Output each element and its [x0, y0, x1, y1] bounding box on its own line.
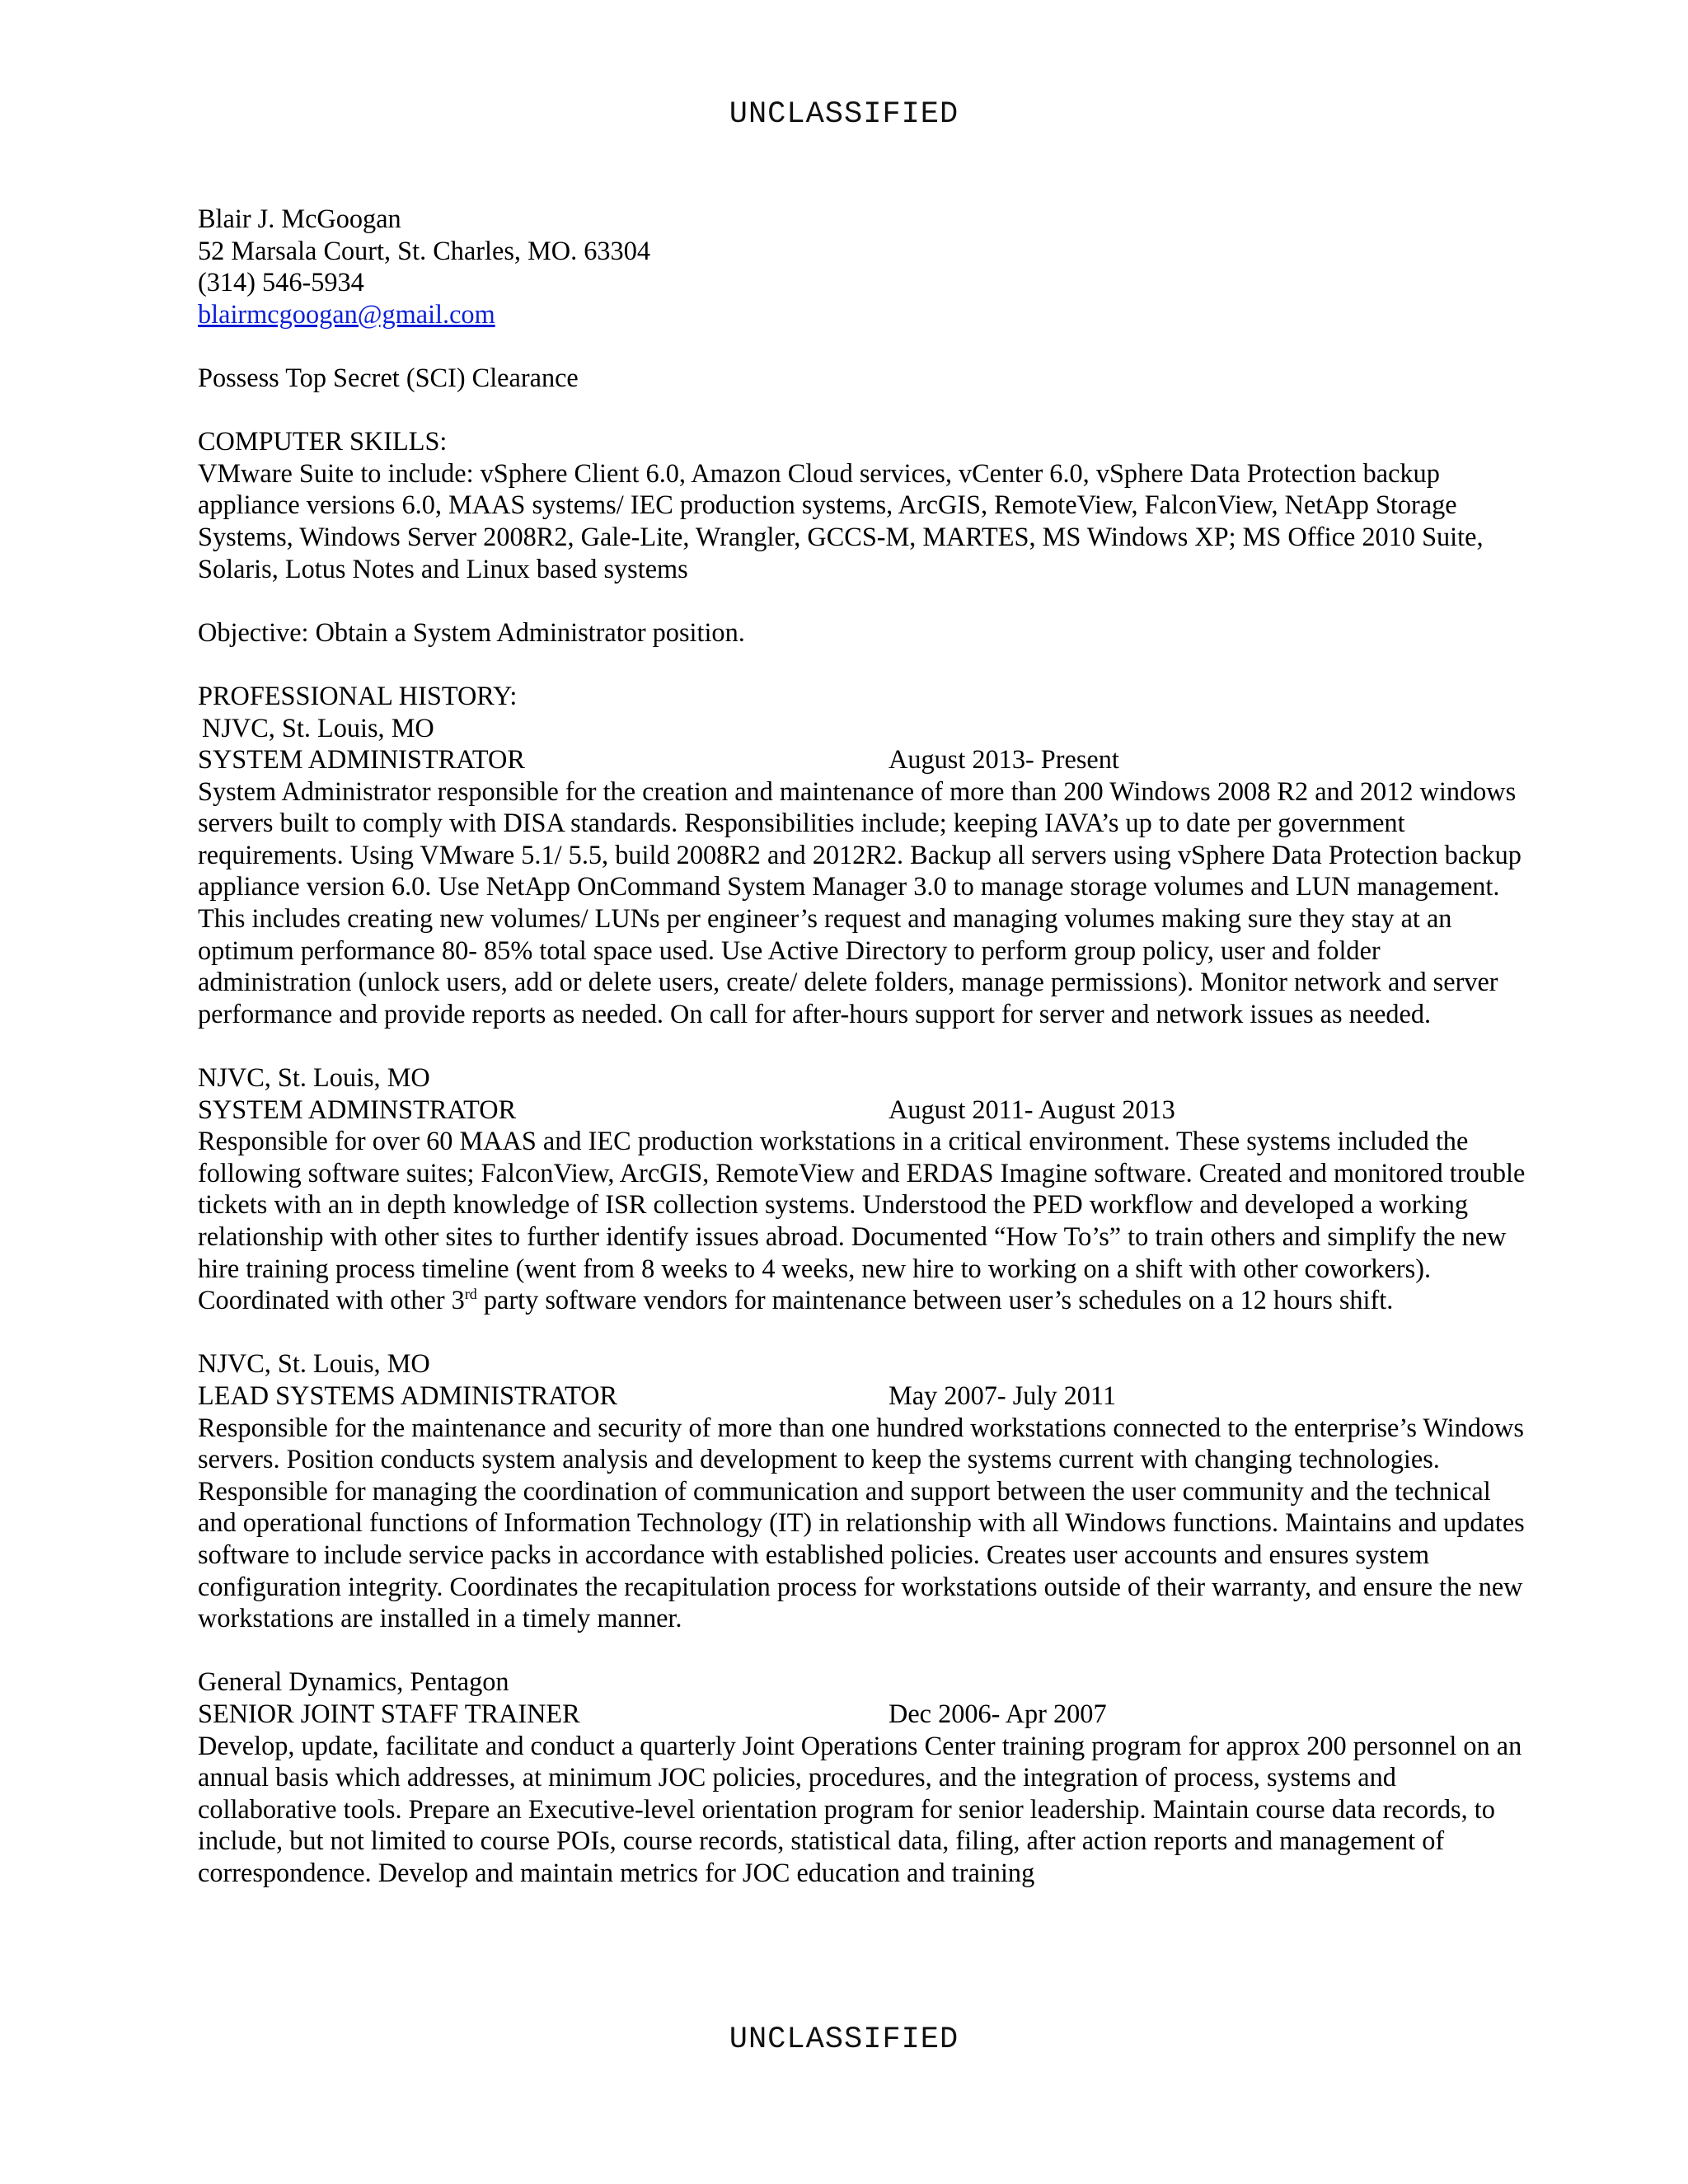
job-description: Responsible for the maintenance and security of more than one hundred workstations connected to the enterprise’s Windows servers. Position conducts system analysis and development to keep the systems current with changing technologies. Responsible for managing the coordination of communication and support between the user community and the technical and operational functions of Information Technology (IT) in relationship with all Windows functions. Maintains and updates software to include service packs in accordance with established policies. Creates user accounts and ensures system configuration integrity. Coordinates the recapitulation process for workstations outside of their warranty, and ensure the new workstations are installed in a timely manner.	[198, 1412, 1525, 1633]
contact-phone: (314) 546-5934	[198, 267, 364, 298]
contact-address: 52 Marsala Court, St. Charles, MO. 63304	[198, 235, 650, 265]
clearance-statement: Possess Top Secret (SCI) Clearance	[198, 362, 579, 392]
contact-block	[198, 203, 1533, 330]
job-entry	[198, 1062, 1533, 1316]
job-entry	[198, 712, 1533, 1030]
job-description-part: Responsible for over 60 MAAS and IEC production workstations in a critical environment. These systems included the following software suites; FalconView, ArcGIS, RemoteView and ERDAS Imagine software. Created and monitored trouble tickets with an in depth knowledge of ISR collection systems. Understood the PED workflow and developed a working relationship with other sites to further identify issues abroad. Documented “How To’s” to train others and simplify the new hire training process timeline (went from 8 weeks to 4 weeks, new hire to working on a shift with other coworkers). Coordinated with other 3	[198, 1126, 1526, 1315]
job-description-part: party software vendors for maintenance between user’s schedules on a 12 hours shift.	[476, 1285, 1394, 1315]
contact-name: Blair J. McGoogan	[198, 204, 401, 233]
job-dates: August 2013- Present	[889, 744, 1119, 775]
job-employer: NJVC, St. Louis, MO	[198, 1348, 430, 1379]
job-title: SYSTEM ADMINSTRATOR	[198, 1094, 517, 1124]
ordinal-suffix: rd	[464, 1286, 477, 1303]
job-entry	[198, 1347, 1533, 1633]
job-title: LEAD SYSTEMS ADMINISTRATOR	[198, 1380, 618, 1410]
job-description: Develop, update, facilitate and conduct a quarterly Joint Operations Center training program for approx 200 personnel on an annual basis which addresses, at minimum JOC policies, procedures, and the integration of process, systems and collaborative tools. Prepare an Executive-level orientation program for senior leadership. Maintain course data records, to include, but not limited to course POIs, course records, statistical data, filing, after action reports and management of correspondence. Develop and maintain metrics for JOC education and training	[198, 1730, 1522, 1887]
job-dates: Dec 2006- Apr 2007	[889, 1698, 1107, 1728]
history-heading: PROFESSIONAL HISTORY:	[198, 680, 518, 710]
job-title: SENIOR JOINT STAFF TRAINER	[198, 1698, 580, 1728]
job-employer: NJVC, St. Louis, MO	[202, 712, 434, 743]
footer-classification: UNCLASSIFIED	[729, 2022, 959, 2057]
skills-text: VMware Suite to include: vSphere Client 6.0, Amazon Cloud services, vCenter 6.0, vSphere Data Protection backup appliance versions 6.0, MAAS systems/ IEC production systems, ArcGIS, RemoteView, FalconView, NetApp Storage Systems, Windows Server 2008R2, Gale-Lite, Wrangler, GCCS-M, MARTES, MS Windows XP; MS Office 2010 Suite, Solaris, Lotus Notes and Linux based systems	[198, 457, 1484, 583]
job-description: System Administrator responsible for the creation and maintenance of more than 200 Windows 2008 R2 and 2012 windows servers built to comply with DISA standards. Responsibilities include; keeping IAVA’s up to date per government requirements. Using VMware 5.1/ 5.5, build 2008R2 and 2012R2. Backup all servers using vSphere Data Protection backup appliance version 6.0. Use NetApp OnCommand System Manager 3.0 to manage storage volumes and LUN management. This includes creating new volumes/ LUNs per engineer’s request and managing volumes making sure they stay at an optimum performance 80- 85% total space used. Use Active Directory to perform group policy, user and folder administration (unlock users, add or delete users, create/ delete folders, manage permissions). Monitor network and server performance and provide reports as needed. On call for after-hours support for server and network issues as needed.	[198, 776, 1522, 1029]
job-employer: General Dynamics, Pentagon	[198, 1666, 509, 1697]
job-dates: May 2007- July 2011	[889, 1380, 1117, 1410]
job-dates: August 2011- August 2013	[889, 1094, 1175, 1124]
job-entry	[198, 1666, 1533, 1888]
job-title: SYSTEM ADMINISTRATOR	[198, 744, 525, 775]
skills-heading: COMPUTER SKILLS:	[198, 426, 448, 457]
job-employer: NJVC, St. Louis, MO	[198, 1062, 430, 1093]
objective-statement: Objective: Obtain a System Administrator position.	[198, 616, 745, 647]
header-classification: UNCLASSIFIED	[729, 97, 959, 132]
resume-body	[198, 203, 1533, 1888]
job-description	[198, 1125, 1533, 1316]
contact-email-link[interactable]: blairmcgoogan@gmail.com	[198, 298, 495, 329]
